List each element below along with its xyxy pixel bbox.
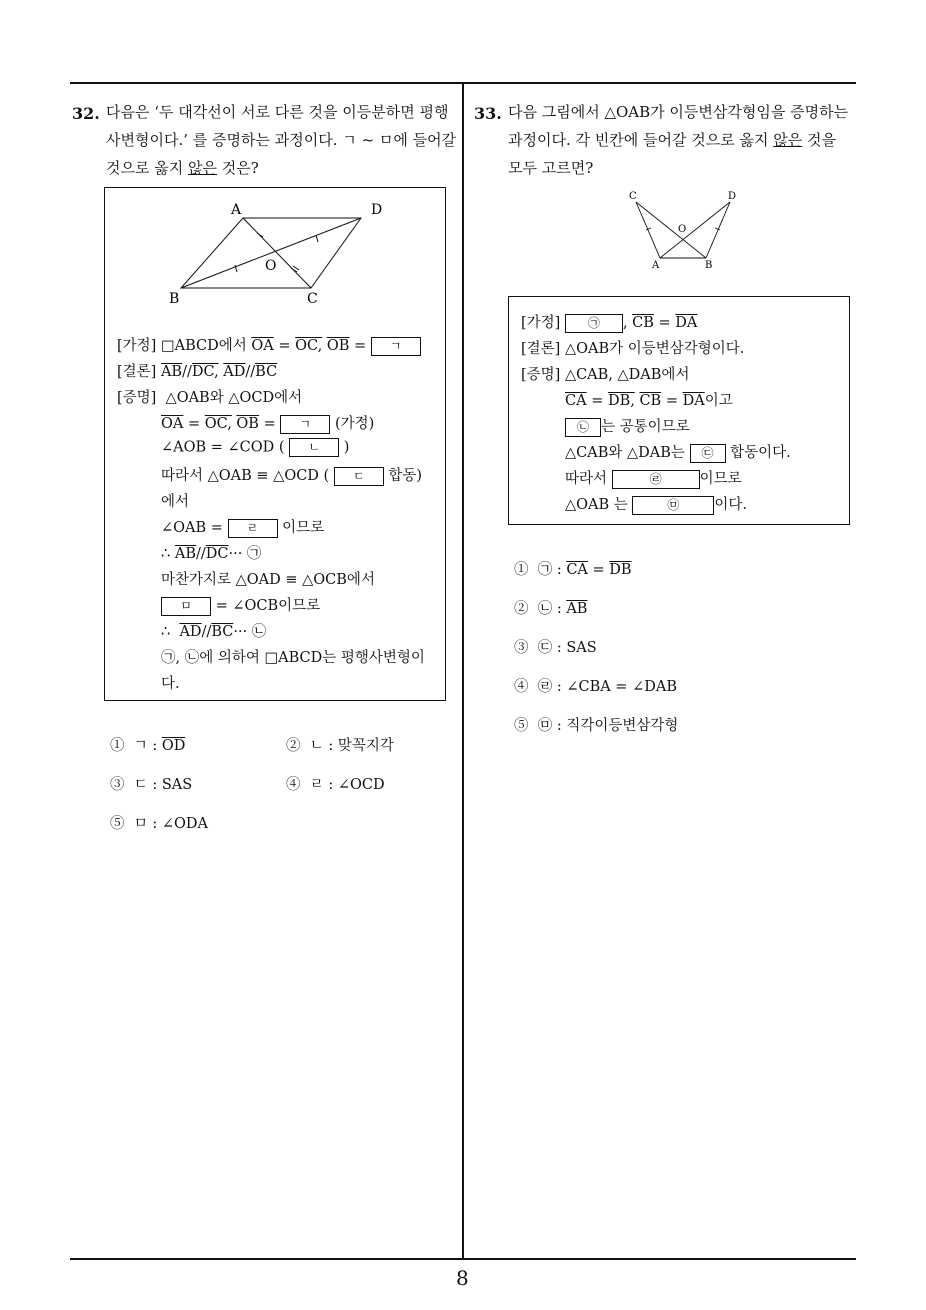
bottom-rule	[70, 1258, 856, 1260]
blank-2: ㉡	[565, 418, 601, 437]
proof-assumption: [가정] □ABCD에서 $\overline{OA}$ = OC, $\overline{OB}$ = ㄱ	[117, 334, 421, 356]
proof-conclusion: [결론] △OAB가 이등변삼각형이다.	[521, 341, 745, 357]
proof-line: $\overline{CA}$ = DB, $\overline{CB} = \overline{DA}$이고	[565, 393, 733, 409]
vertex-label-D: D	[371, 202, 383, 218]
question-text-line: 것으로 옳지 않은 것은?	[106, 159, 259, 177]
blank-n: ㄴ	[289, 438, 339, 457]
blank-5: ㉤	[632, 496, 714, 515]
choice-5[interactable]: ⑤ ㅁ : ∠ODA	[110, 816, 208, 832]
proof-line: ㉠, ㉡에 의하여 □ABCD는 평행사변형이	[161, 650, 425, 666]
choice-4[interactable]: ④ ㄹ : ∠OCD	[286, 777, 385, 793]
proof-line: ∴ $\overline{AB}//\overline{DC}\cdot\cdot\cdot$ ㉠	[161, 546, 262, 562]
column-divider	[462, 82, 464, 1260]
blank-g: ㄱ	[371, 337, 421, 356]
proof-line: △OAB 는 ㉤ 이다.	[565, 497, 748, 513]
proof-assumption: [가정] ㉠ , $\overline{CB} = \overline{DA}$	[521, 315, 698, 331]
vertex-label-B: B	[169, 291, 180, 307]
page-number: 8	[456, 1266, 469, 1290]
blank-1: ㉠	[565, 314, 623, 333]
choice-2[interactable]: ② ㄴ : 맞꼭지각	[286, 738, 394, 754]
choice-4[interactable]: ④ ㉣ : ∠CBA = ∠DAB	[514, 679, 677, 695]
choice-2[interactable]: ② ㉡ : $\overline{AB}$	[514, 601, 588, 617]
question-number: 32.	[72, 104, 100, 123]
choice-1[interactable]: ① ㄱ : $\overline{OD}$	[110, 738, 186, 754]
question-number: 33.	[474, 104, 502, 123]
vertex-label-A: A	[652, 260, 660, 271]
blank-3: ㉢	[690, 444, 726, 463]
question-text-line: 다음은 ‘두 대각선이 서로 다른 것을 이등분하면 평행	[106, 103, 449, 121]
blank-g: ㄱ	[280, 415, 330, 434]
blank-d: ㄷ	[334, 467, 384, 486]
question-text-line: 과정이다. 각 빈칸에 들어갈 것으로 옳지 않은 것을	[508, 131, 836, 149]
emphasis-not: 않은	[188, 159, 217, 177]
proof-start: [증명] △CAB, △DAB에서	[521, 367, 690, 383]
choice-3[interactable]: ③ ㉢ : SAS	[514, 640, 597, 656]
vertex-label-C: C	[307, 291, 318, 307]
proof-line: △CAB와 △DAB는 ㉢ 합동이다.	[565, 445, 791, 461]
proof-line: 따라서 ㉣ 이므로	[565, 471, 742, 487]
question-text	[106, 98, 461, 182]
blank-4: ㉣	[612, 470, 700, 489]
proof-conclusion: [결론] $\overline{AB}//DC$, $\overline{AD}//\overline{BC}$	[117, 364, 278, 380]
question-text-line: 다음 그림에서 △OAB가 이등변삼각형임을 증명하는	[508, 103, 849, 121]
proof-box	[104, 187, 446, 701]
proof-line: ㉡ 는 공통이므로	[565, 415, 690, 437]
emphasis-not: 않은	[773, 131, 803, 149]
question-text	[508, 98, 860, 182]
proof-line: $\overline{OA}$ = OC, $\overline{OB}$ = ㄱ (가정)	[161, 416, 375, 432]
vertex-label-A: A	[231, 202, 242, 218]
choice-5[interactable]: ⑤ ㉤ : 직각이등변삼각형	[514, 718, 679, 734]
choice-3[interactable]: ③ ㄷ : SAS	[110, 777, 193, 793]
vertex-label-C: C	[629, 191, 637, 202]
center-label-O: O	[265, 258, 277, 274]
proof-line: 에서	[161, 494, 190, 510]
proof-line: 다.	[161, 676, 180, 692]
proof-line: ㅁ = ∠OCB이므로	[161, 594, 320, 616]
parallelogram-figure	[105, 188, 445, 318]
proof-line: ∠AOB = ∠COD ( ㄴ )	[161, 439, 350, 456]
center-label-O: O	[678, 224, 687, 235]
proof-box	[508, 296, 850, 525]
question-text-line: 사변형이다.’ 를 증명하는 과정이다. ㄱ ~ ㅁ에 들어갈	[106, 131, 457, 149]
vertex-label-D: D	[728, 191, 737, 202]
vertex-label-B: B	[705, 260, 713, 271]
choice-1[interactable]: ① ㉠ : $\overline{CA} = \overline{DB}$	[514, 562, 632, 578]
proof-start: [증명] △OAB와 △OCD에서	[117, 390, 303, 406]
triangle-figure	[620, 188, 750, 273]
blank-r: ㄹ	[228, 519, 278, 538]
question-text-line: 모두 고르면?	[508, 159, 594, 177]
proof-line: 마찬가지로 △OAD ≡ △OCB에서	[161, 572, 375, 588]
proof-line: ∴ $\overline{AD}//\overline{BC}\cdot\cdot\cdot$ ㉡	[161, 624, 267, 640]
proof-line: 따라서 △OAB ≡ △OCD ( ㄷ 합동)	[161, 468, 423, 484]
proof-line: ∠OAB = ㄹ 이므로	[161, 520, 325, 536]
blank-m: ㅁ	[161, 597, 211, 616]
